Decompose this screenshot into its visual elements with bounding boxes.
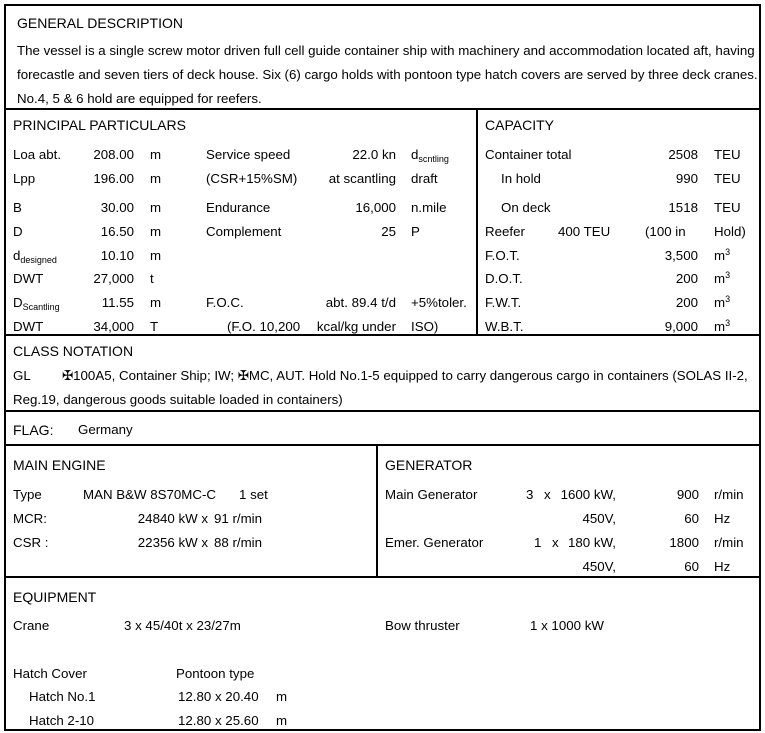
- scantling-draft-label: $D_{Scantling}$: [13, 295, 60, 312]
- main-engine-section: [4, 444, 378, 578]
- csr-tail: draft: [411, 171, 438, 186]
- on-deck-label: On deck: [501, 200, 551, 215]
- loa-label: Loa abt.: [13, 147, 62, 162]
- wbt-unit: $m^3$: [714, 318, 731, 334]
- lpp-label: Lpp: [13, 171, 36, 186]
- main-engine-title: MAIN ENGINE: [13, 457, 106, 473]
- generator-section: [376, 444, 761, 578]
- wbt-label: W.B.T.: [485, 319, 524, 334]
- engine-type-qty: 1 set: [239, 487, 268, 502]
- foc-label: F.O.C.: [206, 295, 244, 310]
- scantling-draft-value: 11.55: [101, 295, 134, 310]
- breadth-value: 30.00: [100, 200, 134, 215]
- mcr-kw: 24840 kW x: [137, 511, 208, 526]
- mcr-label: MCR:: [13, 511, 47, 526]
- endurance-unit: n.mile: [411, 200, 447, 215]
- dwt-scantling-label: DWT: [13, 319, 44, 334]
- crane-label: Crane: [13, 618, 50, 633]
- main-generator-qty: 3: [526, 487, 534, 502]
- generator-title: GENERATOR: [385, 457, 473, 473]
- foc-value: abt. 89.4 t/d: [325, 295, 396, 310]
- hatch-no1-unit: m: [276, 689, 288, 704]
- fot-unit: $m^3$: [714, 247, 731, 263]
- fot-label: F.O.T.: [485, 248, 520, 263]
- general-description-line-1: The vessel is a single screw motor driven full cell guide container ship with machinery and accommodation located aft, having: [17, 43, 755, 58]
- fwt-unit: $m^3$: [714, 294, 731, 310]
- foc-tail: +5%toler.: [411, 295, 467, 310]
- emergency-generator-rpm-unit: r/min: [714, 535, 744, 550]
- emergency-generator-qty: 1: [534, 535, 542, 550]
- dwt-scantling-value: 34,000: [93, 319, 134, 334]
- on-deck-value: 1518: [668, 200, 698, 215]
- emergency-generator-x: x: [552, 535, 559, 550]
- engine-type-label: Type: [13, 487, 42, 502]
- wbt-value: 9,000: [664, 319, 698, 334]
- dwt-designed-label: DWT: [13, 271, 44, 286]
- dot-value: 200: [675, 271, 698, 286]
- main-generator-hz-unit: Hz: [714, 511, 731, 526]
- container-total-unit: TEU: [714, 147, 741, 162]
- in-hold-value: 990: [675, 171, 698, 186]
- main-generator-voltage: 450V,: [582, 511, 616, 526]
- designed-draft-unit: m: [150, 248, 162, 263]
- depth-label: D: [13, 224, 23, 239]
- class-notation-section: [4, 334, 761, 412]
- hatch-cover-label: Hatch Cover: [13, 666, 87, 681]
- reefer-label: Reefer: [485, 224, 525, 239]
- reefer-in: (100 in: [645, 224, 686, 239]
- complement-label: Complement: [206, 224, 282, 239]
- container-total-label: Container total: [485, 147, 572, 162]
- class-notation-line-1: ✠100A5, Container Ship; IW; ✠MC, AUT. Hold No.1-5 equipped to carry dangerous cargo in containers (SOLAS II-2,: [62, 368, 748, 383]
- endurance-label: Endurance: [206, 200, 271, 215]
- loa-unit: m: [150, 147, 162, 162]
- loa-value: 208.00: [93, 147, 134, 162]
- class-notation-line-2: Reg.19, dangerous goods suitable loaded in containers): [13, 392, 343, 407]
- csr-engine-label: CSR :: [13, 535, 49, 550]
- emergency-generator-kw: 180 kW,: [567, 535, 616, 550]
- fwt-value: 200: [675, 295, 698, 310]
- flag-label: FLAG:: [13, 422, 54, 438]
- dwt-scantling-unit: T: [150, 319, 159, 334]
- reefer-hold: Hold): [714, 224, 746, 239]
- mcr-rpm: 91 r/min: [214, 511, 263, 526]
- emergency-generator-voltage: 450V,: [582, 559, 616, 574]
- fo-label: (F.O. 10,200: [227, 319, 301, 334]
- engine-type-value: MAN B&W 8S70MC-C: [83, 487, 216, 502]
- main-generator-kw: 1600 kW,: [560, 487, 616, 502]
- complement-unit: P: [411, 224, 420, 239]
- scantling-draft-unit: m: [150, 295, 162, 310]
- csr-kw: 22356 kW x: [137, 535, 208, 550]
- flag-value: Germany: [78, 422, 133, 437]
- flag-section: [4, 410, 761, 446]
- lpp-value: 196.00: [93, 171, 134, 186]
- complement-value: 25: [381, 224, 396, 239]
- fo-value: kcal/kg under: [316, 319, 396, 334]
- class-notation-title: CLASS NOTATION: [13, 343, 134, 359]
- dot-label: D.O.T.: [485, 271, 523, 286]
- class-society: GL: [13, 368, 31, 383]
- in-hold-unit: TEU: [714, 171, 741, 186]
- hatch-no1-label: Hatch No.1: [29, 689, 96, 704]
- service-speed-label: Service speed: [206, 147, 291, 162]
- main-generator-x: x: [544, 487, 551, 502]
- general-description-section: [4, 4, 761, 110]
- hatch-2-10-value: 12.80 x 25.60: [178, 713, 259, 728]
- endurance-value: 16,000: [355, 200, 396, 215]
- bow-thruster-value: 1 x 1000 kW: [530, 618, 604, 633]
- service-speed-value: 22.0 kn: [352, 147, 396, 162]
- fot-value: 3,500: [664, 248, 698, 263]
- emergency-generator-rpm: 1800: [669, 535, 699, 550]
- depth-value: 16.50: [100, 224, 134, 239]
- csr-label: (CSR+15%SM): [206, 171, 298, 186]
- main-generator-rpm: 900: [676, 487, 699, 502]
- on-deck-unit: TEU: [714, 200, 741, 215]
- csr-rpm: 88 r/min: [214, 535, 263, 550]
- equipment-title: EQUIPMENT: [13, 589, 97, 605]
- capacity-title: CAPACITY: [485, 117, 554, 133]
- hatch-no1-value: 12.80 x 20.40: [178, 689, 259, 704]
- reefer-teu: 400 TEU: [558, 224, 611, 239]
- designed-draft-label: $d_{designed}$: [13, 248, 57, 265]
- bow-thruster-label: Bow thruster: [385, 618, 460, 633]
- general-description-title: GENERAL DESCRIPTION: [17, 15, 183, 31]
- general-description-line-3: No.4, 5 & 6 hold are equipped for reefers.: [17, 91, 262, 106]
- dwt-designed-unit: t: [150, 271, 154, 286]
- main-generator-hz: 60: [684, 511, 699, 526]
- hatch-2-10-unit: m: [276, 713, 288, 728]
- fwt-label: F.W.T.: [485, 295, 522, 310]
- breadth-label: B: [13, 200, 22, 215]
- designed-draft-value: 10.10: [100, 248, 134, 263]
- csr-value: at scantling: [328, 171, 396, 186]
- general-description-line-2: forecastle and seven tiers of deck house. Six (6) cargo holds with pontoon type hatch covers are served by three deck cranes.: [17, 67, 758, 82]
- principal-particulars-title: PRINCIPAL PARTICULARS: [13, 117, 186, 133]
- emergency-generator-hz-unit: Hz: [714, 559, 731, 574]
- in-hold-label: In hold: [501, 171, 541, 186]
- main-generator-rpm-unit: r/min: [714, 487, 744, 502]
- hatch-2-10-label: Hatch 2-10: [29, 713, 95, 728]
- principal-particulars-section: [4, 108, 478, 336]
- crane-value: 3 x 45/40t x 23/27m: [124, 618, 241, 633]
- service-speed-draft: $d_{scntling}$: [411, 147, 449, 164]
- main-generator-label: Main Generator: [385, 487, 478, 502]
- emergency-generator-hz: 60: [684, 559, 699, 574]
- dot-unit: $m^3$: [714, 270, 731, 286]
- equipment-section: [4, 576, 761, 731]
- container-total-value: 2508: [668, 147, 698, 162]
- lpp-unit: m: [150, 171, 162, 186]
- hatch-cover-type: Pontoon type: [176, 666, 255, 681]
- depth-unit: m: [150, 224, 162, 239]
- capacity-section: [476, 108, 761, 336]
- emergency-generator-label: Emer. Generator: [385, 535, 484, 550]
- dwt-designed-value: 27,000: [93, 271, 134, 286]
- breadth-unit: m: [150, 200, 162, 215]
- fo-tail: ISO): [411, 319, 439, 334]
